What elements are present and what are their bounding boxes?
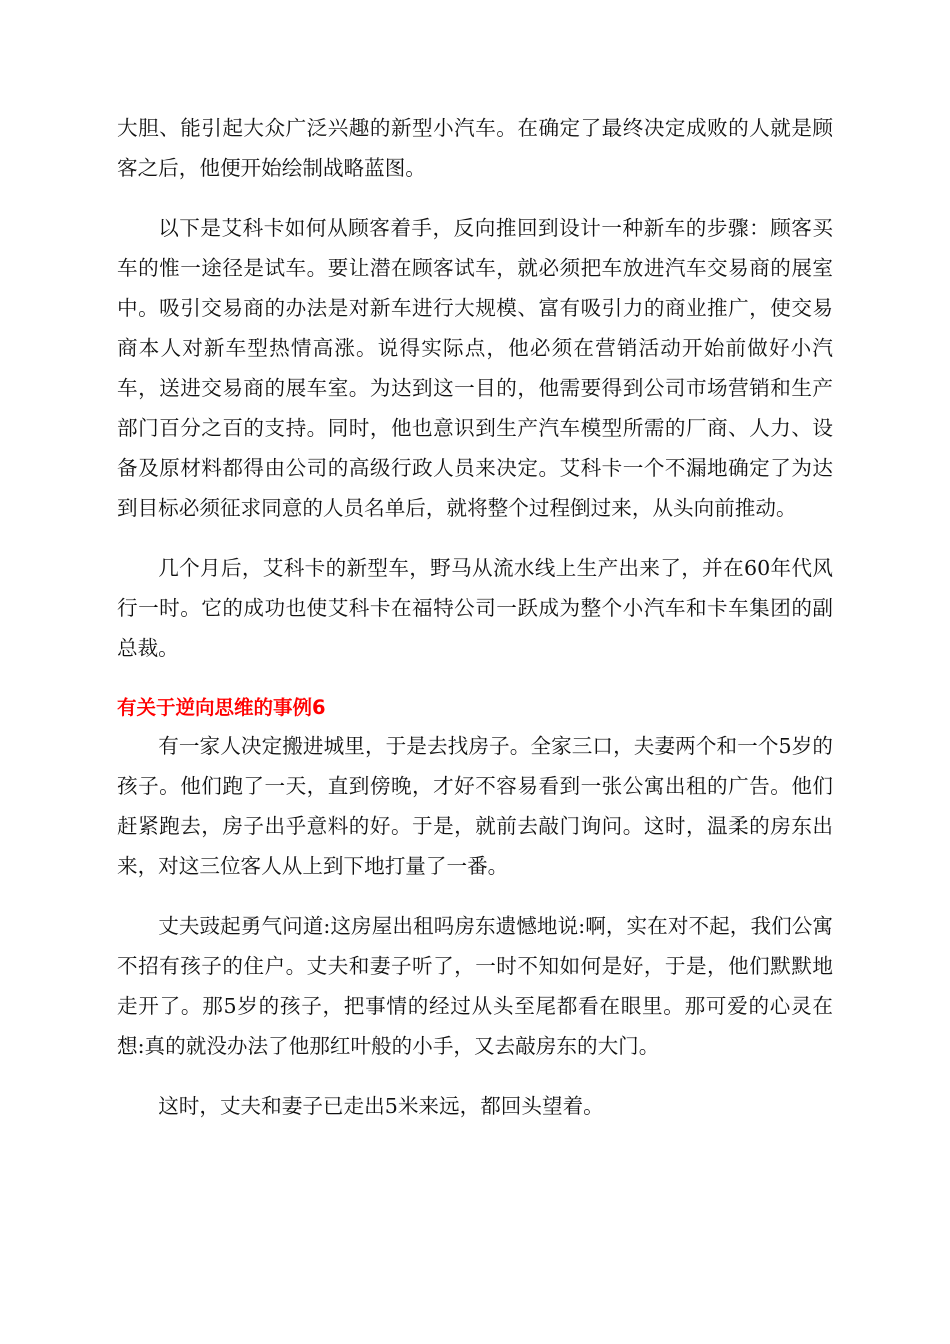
paragraph-5: 丈夫豉起勇气问道:这房屋出租吗房东遗憾地说:啊，实在对不起，我们公寓不招有孩子的住户。丈夫和妻子听了，一时不知如何是好，于是，他们默默地走开了。那5岁的孩子，把事情的经过从头至尾都看在眼里。那可爱的心灵在想:真的就没办法了他那红叶般的小手，又去敲房东的大门。 (117, 914, 833, 1058)
paragraph-2: 以下是艾科卡如何从顾客着手，反向推回到设计一种新车的步骤：顾客买车的惟一途径是试车。要让潜在顾客试车，就必须把车放进汽车交易商的展室中。吸引交易商的办法是对新车进行大规模、富有吸引力的商业推广，使交易商本人对新车型热情高涨。说得实际点，他必须在营销活动开始前做好小汽车，送进交易商的展车室。为达到这一目的，他需要得到公司市场营销和生产部门百分之百的支持。同时，他也意识到生产汽车模型所需的厂商、人力、设备及原材料都得由公司的高级行政人员来决定。艾科卡一个不漏地确定了为达到目标必须征求同意的人员名单后，就将整个过程倒过来，从头向前推动。 (117, 216, 833, 520)
paragraph-6: 这时，丈夫和妻子已走出5米来远，都回头望着。 (158, 1094, 604, 1118)
section-heading: 有关于逆向思维的事例6 (117, 696, 326, 719)
paragraph-1: 大胆、能引起大众广泛兴趣的新型小汽车。在确定了最终决定成败的人就是顾客之后，他便开始绘制战略蓝图。 (117, 116, 833, 180)
paragraph-4: 有一家人决定搬进城里，于是去找房子。全家三口，夫妻两个和一个5岁的孩子。他们跑了一天，直到傍晚，才好不容易看到一张公寓出租的广告。他们赶紧跑去，房子出乎意料的好。于是，就前去敲门询问。这时，温柔的房东出来，对这三位客人从上到下地打量了一番。 (117, 734, 833, 878)
paragraph-3: 几个月后，艾科卡的新型车，野马从流水线上生产出来了，并在60年代风行一时。它的成功也使艾科卡在福特公司一跃成为整个小汽车和卡车集团的副总裁。 (117, 556, 833, 660)
document-body (117, 108, 833, 1146)
